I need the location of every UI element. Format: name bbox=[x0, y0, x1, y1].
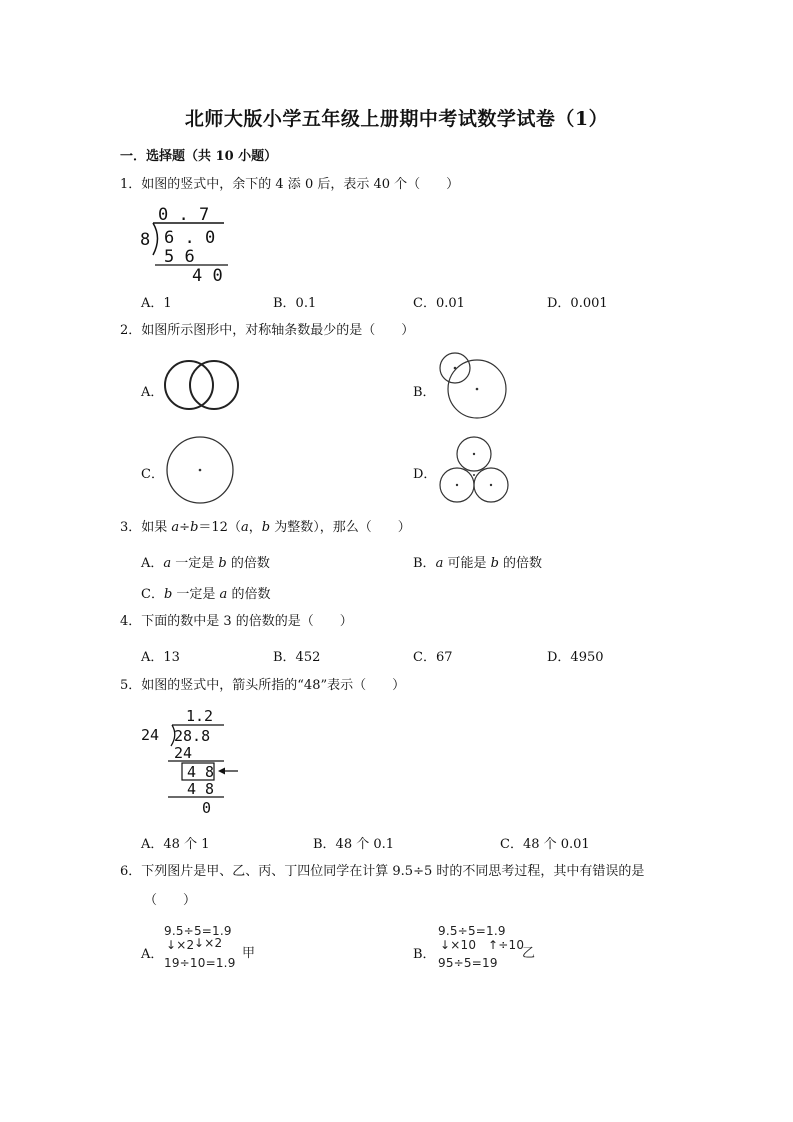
q4-option-a[interactable]: A．13 bbox=[141, 650, 180, 665]
q6-option-b-label[interactable]: B． bbox=[413, 947, 436, 962]
q2-option-b-label[interactable]: B． bbox=[413, 385, 436, 400]
q2-option-b-figure[interactable] bbox=[436, 350, 510, 424]
question-6-stem: 6．下列图片是甲、乙、丙、丁四位同学在计算 9.5÷5 时的不同思考过程，其中有错误的是 bbox=[120, 864, 645, 879]
q2-option-d-figure[interactable] bbox=[434, 432, 516, 508]
q3-option-c[interactable] bbox=[141, 583, 270, 602]
q6-b-arrow-2: ↑÷10 bbox=[488, 938, 525, 952]
q1-quotient: 0 . 7 bbox=[158, 205, 210, 225]
q6-b-line-2: 95÷5=19 bbox=[438, 956, 498, 970]
q1-option-b[interactable]: B．0.1 bbox=[273, 296, 317, 311]
q5-option-a[interactable]: A．48 个 1 bbox=[141, 837, 210, 852]
q2-option-c-label[interactable]: C． bbox=[141, 467, 164, 482]
q3-option-c-text: 的倍数 bbox=[227, 587, 271, 602]
q1-option-d[interactable]: D．0.001 bbox=[547, 296, 608, 311]
q3-stem-part: 为整数），那么（ ） bbox=[270, 520, 411, 535]
q6-a-line-1: 9.5÷5=1.9 bbox=[164, 924, 232, 938]
q1-long-division-figure bbox=[138, 203, 238, 283]
q1-remainder: 4 0 bbox=[192, 266, 223, 283]
question-4-stem: 4．下面的数中是 3 的倍数的是（ ） bbox=[120, 614, 353, 629]
q3-option-a[interactable] bbox=[141, 552, 270, 571]
q5-option-c[interactable]: C．48 个 0.01 bbox=[500, 837, 590, 852]
q5-option-b[interactable]: B．48 个 0.1 bbox=[313, 837, 395, 852]
q6-b-student-name: 乙 bbox=[522, 946, 536, 961]
q3-stem-part: 3．如果 bbox=[120, 520, 172, 535]
q3-option-b-text: 的倍数 bbox=[498, 556, 543, 571]
q1-divisor: 8 bbox=[140, 230, 151, 250]
q6-b-arrow-1: ↓×10 bbox=[440, 938, 477, 952]
q3-var-b: b bbox=[190, 520, 199, 535]
q3-option-a-text: 的倍数 bbox=[226, 556, 270, 571]
q5-long-division-figure bbox=[138, 705, 248, 817]
q3-option-a-var2: b bbox=[218, 556, 227, 571]
q3-option-c-var1: b bbox=[163, 587, 173, 602]
q3-var-b: b bbox=[261, 520, 271, 535]
q3-option-b-text: 可能是 bbox=[443, 556, 491, 571]
section-heading: 一．选择题（共 10 小题） bbox=[120, 149, 278, 164]
q4-option-c[interactable]: C．67 bbox=[413, 650, 453, 665]
q3-option-b[interactable] bbox=[413, 552, 542, 571]
q1-dividend: 6 . 0 bbox=[164, 228, 216, 248]
q2-option-d-label[interactable]: D． bbox=[413, 467, 437, 482]
q5-boxed-number: 4 8 bbox=[187, 763, 215, 781]
q3-option-b-var2: b bbox=[490, 556, 499, 571]
q3-var-a: a bbox=[171, 520, 180, 535]
q1-option-a[interactable]: A．1 bbox=[141, 296, 172, 311]
q4-option-b[interactable]: B．452 bbox=[273, 650, 321, 665]
q6-option-b-figure[interactable] bbox=[438, 924, 548, 976]
q3-stem-part: ， bbox=[248, 520, 262, 535]
q5-remainder: 0 bbox=[202, 799, 212, 817]
q3-option-a-text: 一定是 bbox=[171, 556, 219, 571]
question-3-stem bbox=[120, 520, 411, 536]
page-title: 北师大版小学五年级上册期中考试数学试卷（1） bbox=[184, 108, 609, 130]
question-6-answer-paren: （ ） bbox=[144, 893, 197, 908]
q6-option-a-figure[interactable] bbox=[164, 924, 274, 976]
q6-a-arrow-2: ↓×2 bbox=[194, 936, 223, 950]
q3-option-b-var1: a bbox=[435, 556, 444, 571]
q5-divisor: 24 bbox=[141, 726, 160, 744]
q6-a-student-name: 甲 bbox=[242, 946, 256, 961]
q3-option-c-label: C． bbox=[141, 587, 164, 602]
q3-stem-part: ＝12（ bbox=[198, 520, 241, 535]
q5-product-2: 4 8 bbox=[187, 780, 215, 798]
q3-divide-sign: ÷ bbox=[179, 520, 191, 535]
q3-option-c-text: 一定是 bbox=[172, 587, 220, 602]
q3-option-c-var2: a bbox=[219, 587, 228, 602]
q2-option-c-figure[interactable] bbox=[163, 435, 237, 507]
q3-option-a-var1: a bbox=[163, 556, 172, 571]
q6-a-line-2: 19÷10=1.9 bbox=[164, 956, 236, 970]
q2-option-a-figure[interactable] bbox=[160, 355, 246, 417]
question-2-stem: 2．如图所示图形中，对称轴条数最少的是（ ） bbox=[120, 323, 415, 338]
q3-var-a: a bbox=[240, 520, 249, 535]
q2-option-a-label[interactable]: A． bbox=[141, 385, 164, 400]
q5-product-1: 24 bbox=[174, 744, 193, 762]
q4-option-d[interactable]: D．4950 bbox=[547, 650, 604, 665]
q6-a-arrow-1: ↓×2 bbox=[166, 938, 195, 952]
q1-product: 5 6 bbox=[164, 247, 195, 267]
q3-option-a-label: A． bbox=[141, 556, 164, 571]
q5-dividend: 28.8 bbox=[174, 727, 211, 745]
q5-quotient: 1.2 bbox=[186, 707, 214, 725]
question-1-stem: 1．如图的竖式中，余下的 4 添 0 后，表示 40 个（ ） bbox=[120, 177, 460, 192]
q6-b-line-1: 9.5÷5=1.9 bbox=[438, 924, 506, 938]
q3-option-b-label: B． bbox=[413, 556, 436, 571]
question-5-stem: 5．如图的竖式中，箭头所指的“48”表示（ ） bbox=[120, 678, 406, 693]
q6-option-a-label[interactable]: A． bbox=[141, 947, 164, 962]
q1-option-c[interactable]: C．0.01 bbox=[413, 296, 465, 311]
